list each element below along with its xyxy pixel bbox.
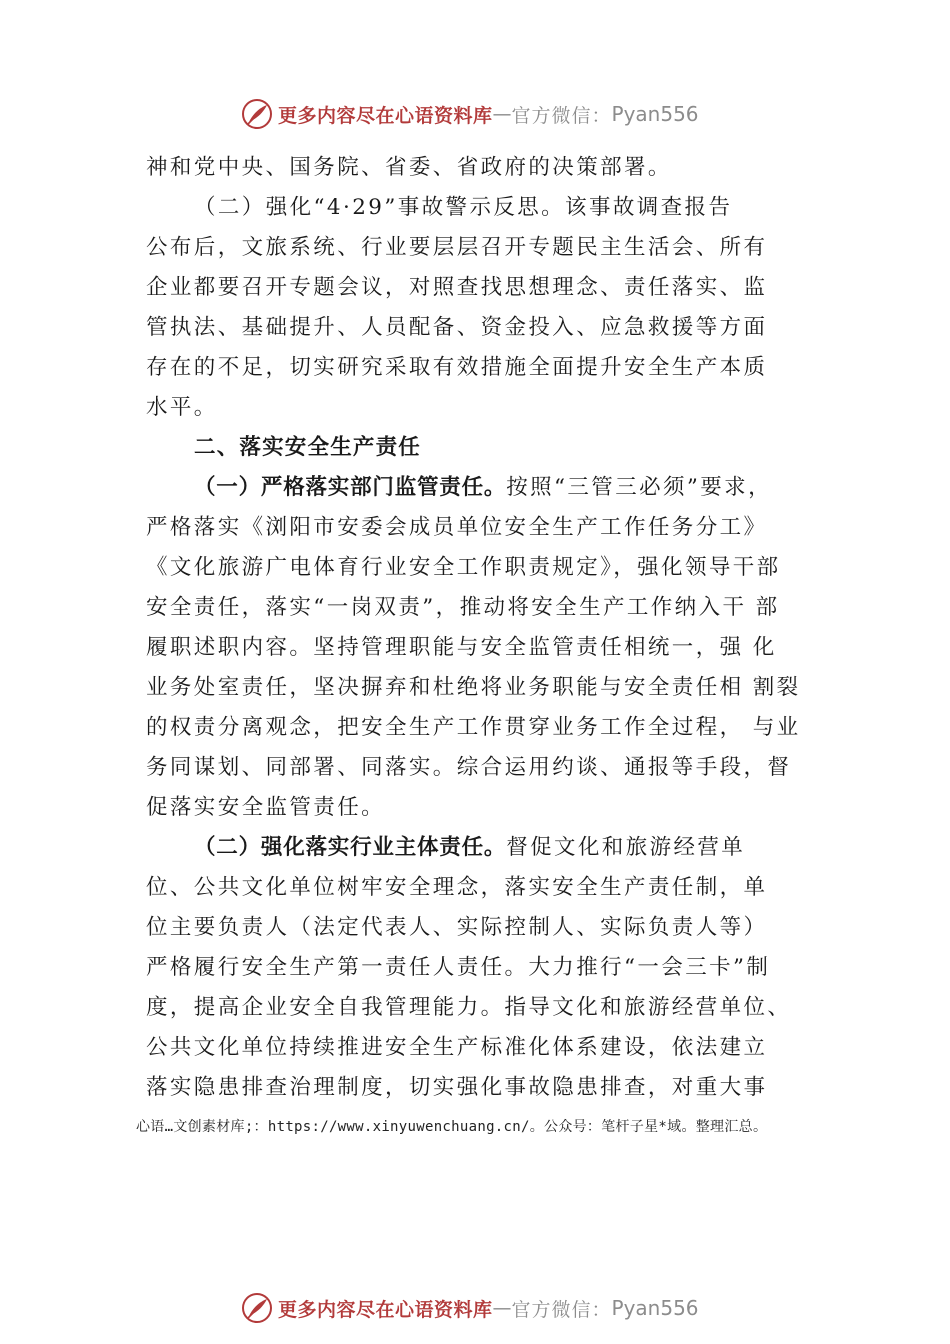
body-line: 《文化旅游广电体育行业安全工作职责规定》，强化领导干部 (146, 555, 781, 580)
body-line: 严格履行安全生产第一责任人责任。大力推行“一会三卡”制 (146, 955, 771, 980)
banner-wechat-label: 官方微信： (511, 104, 612, 127)
body-text: 按照“三管三必须”要求， (506, 475, 772, 500)
body-line: 存在的不足，切实研究采取有效措施全面提升安全生产本质 (146, 355, 768, 380)
body-line: 促落实安全监管责任。 (146, 795, 386, 820)
body-line: 水平。 (146, 395, 218, 420)
body-line: 度，提高企业安全自我管理能力。指导文化和旅游经营单位、 (146, 995, 792, 1020)
body-line: 履职述职内容。坚持管理职能与安全监管责任相统一，强 化 (146, 635, 777, 660)
body-line: 公共文化单位持续推进安全生产标准化体系建设，依法建立 (146, 1035, 768, 1060)
feather-logo-icon (240, 1291, 274, 1325)
banner-title: 更多内容尽在心语资料库 (278, 104, 493, 127)
body-line: 位、公共文化单位树牢安全理念，落实安全生产责任制，单 (146, 875, 768, 900)
header-banner (240, 94, 760, 134)
banner-wechat-id: Pyan556 (611, 102, 699, 126)
body-text: 督促文化和旅游经营单 (506, 835, 746, 860)
paragraph-lead: （二）强化落实行业主体责任。 (194, 835, 507, 860)
body-line: 公布后，文旅系统、行业要层层召开专题民主生活会、所有 (146, 235, 768, 260)
paragraph-lead: （一）严格落实部门监管责任。 (194, 475, 507, 500)
body-line: 神和党中央、国务院、省委、省政府的决策部署。 (146, 155, 672, 180)
banner-dash: — (492, 103, 512, 125)
body-line: 业务处室责任，坚决摒弃和杜绝将业务职能与安全责任相 割裂 (146, 675, 801, 700)
body-line: （二）强化“4·29”事故警示反思。该事故调查报告 (194, 195, 733, 220)
footer-banner (240, 1288, 760, 1328)
banner-title: 更多内容尽在心语资料库 (278, 1298, 493, 1321)
footer-note: 心语…文创素材库;：https://www.xinyuwenchuang.cn/。公众号：笔杆子星*域。整理汇总。 (136, 1119, 768, 1135)
body-line: 的权责分离观念，把安全生产工作贯穿业务工作全过程， 与业 (146, 715, 801, 740)
banner-wechat-label: 官方微信： (511, 1298, 612, 1321)
banner-wechat-id: Pyan556 (611, 1296, 699, 1320)
banner-dash: — (492, 1297, 512, 1319)
body-line: 严格落实《浏阳市安委会成员单位安全生产工作任务分工》 (146, 515, 768, 540)
section-heading: 二、落实安全生产责任 (194, 435, 422, 460)
body-line: 安全责任，落实“一岗双责”，推动将安全生产工作纳入干 部 (146, 595, 780, 620)
body-line (146, 828, 836, 868)
body-line: 管执法、基础提升、人员配备、资金投入、应急救援等方面 (146, 315, 768, 340)
body-line: 务同谋划、同部署、同落实。综合运用约谈、通报等手段，督 (146, 755, 792, 780)
body-line: 落实隐患排查治理制度，切实强化事故隐患排查，对重大事 (146, 1075, 768, 1100)
document-body (146, 148, 836, 1108)
body-line (146, 468, 836, 508)
feather-logo-icon (240, 97, 274, 131)
body-line: 企业都要召开专题会议，对照查找思想理念、责任落实、监 (146, 275, 768, 300)
body-line: 位主要负责人（法定代表人、实际控制人、实际负责人等） (146, 915, 768, 940)
